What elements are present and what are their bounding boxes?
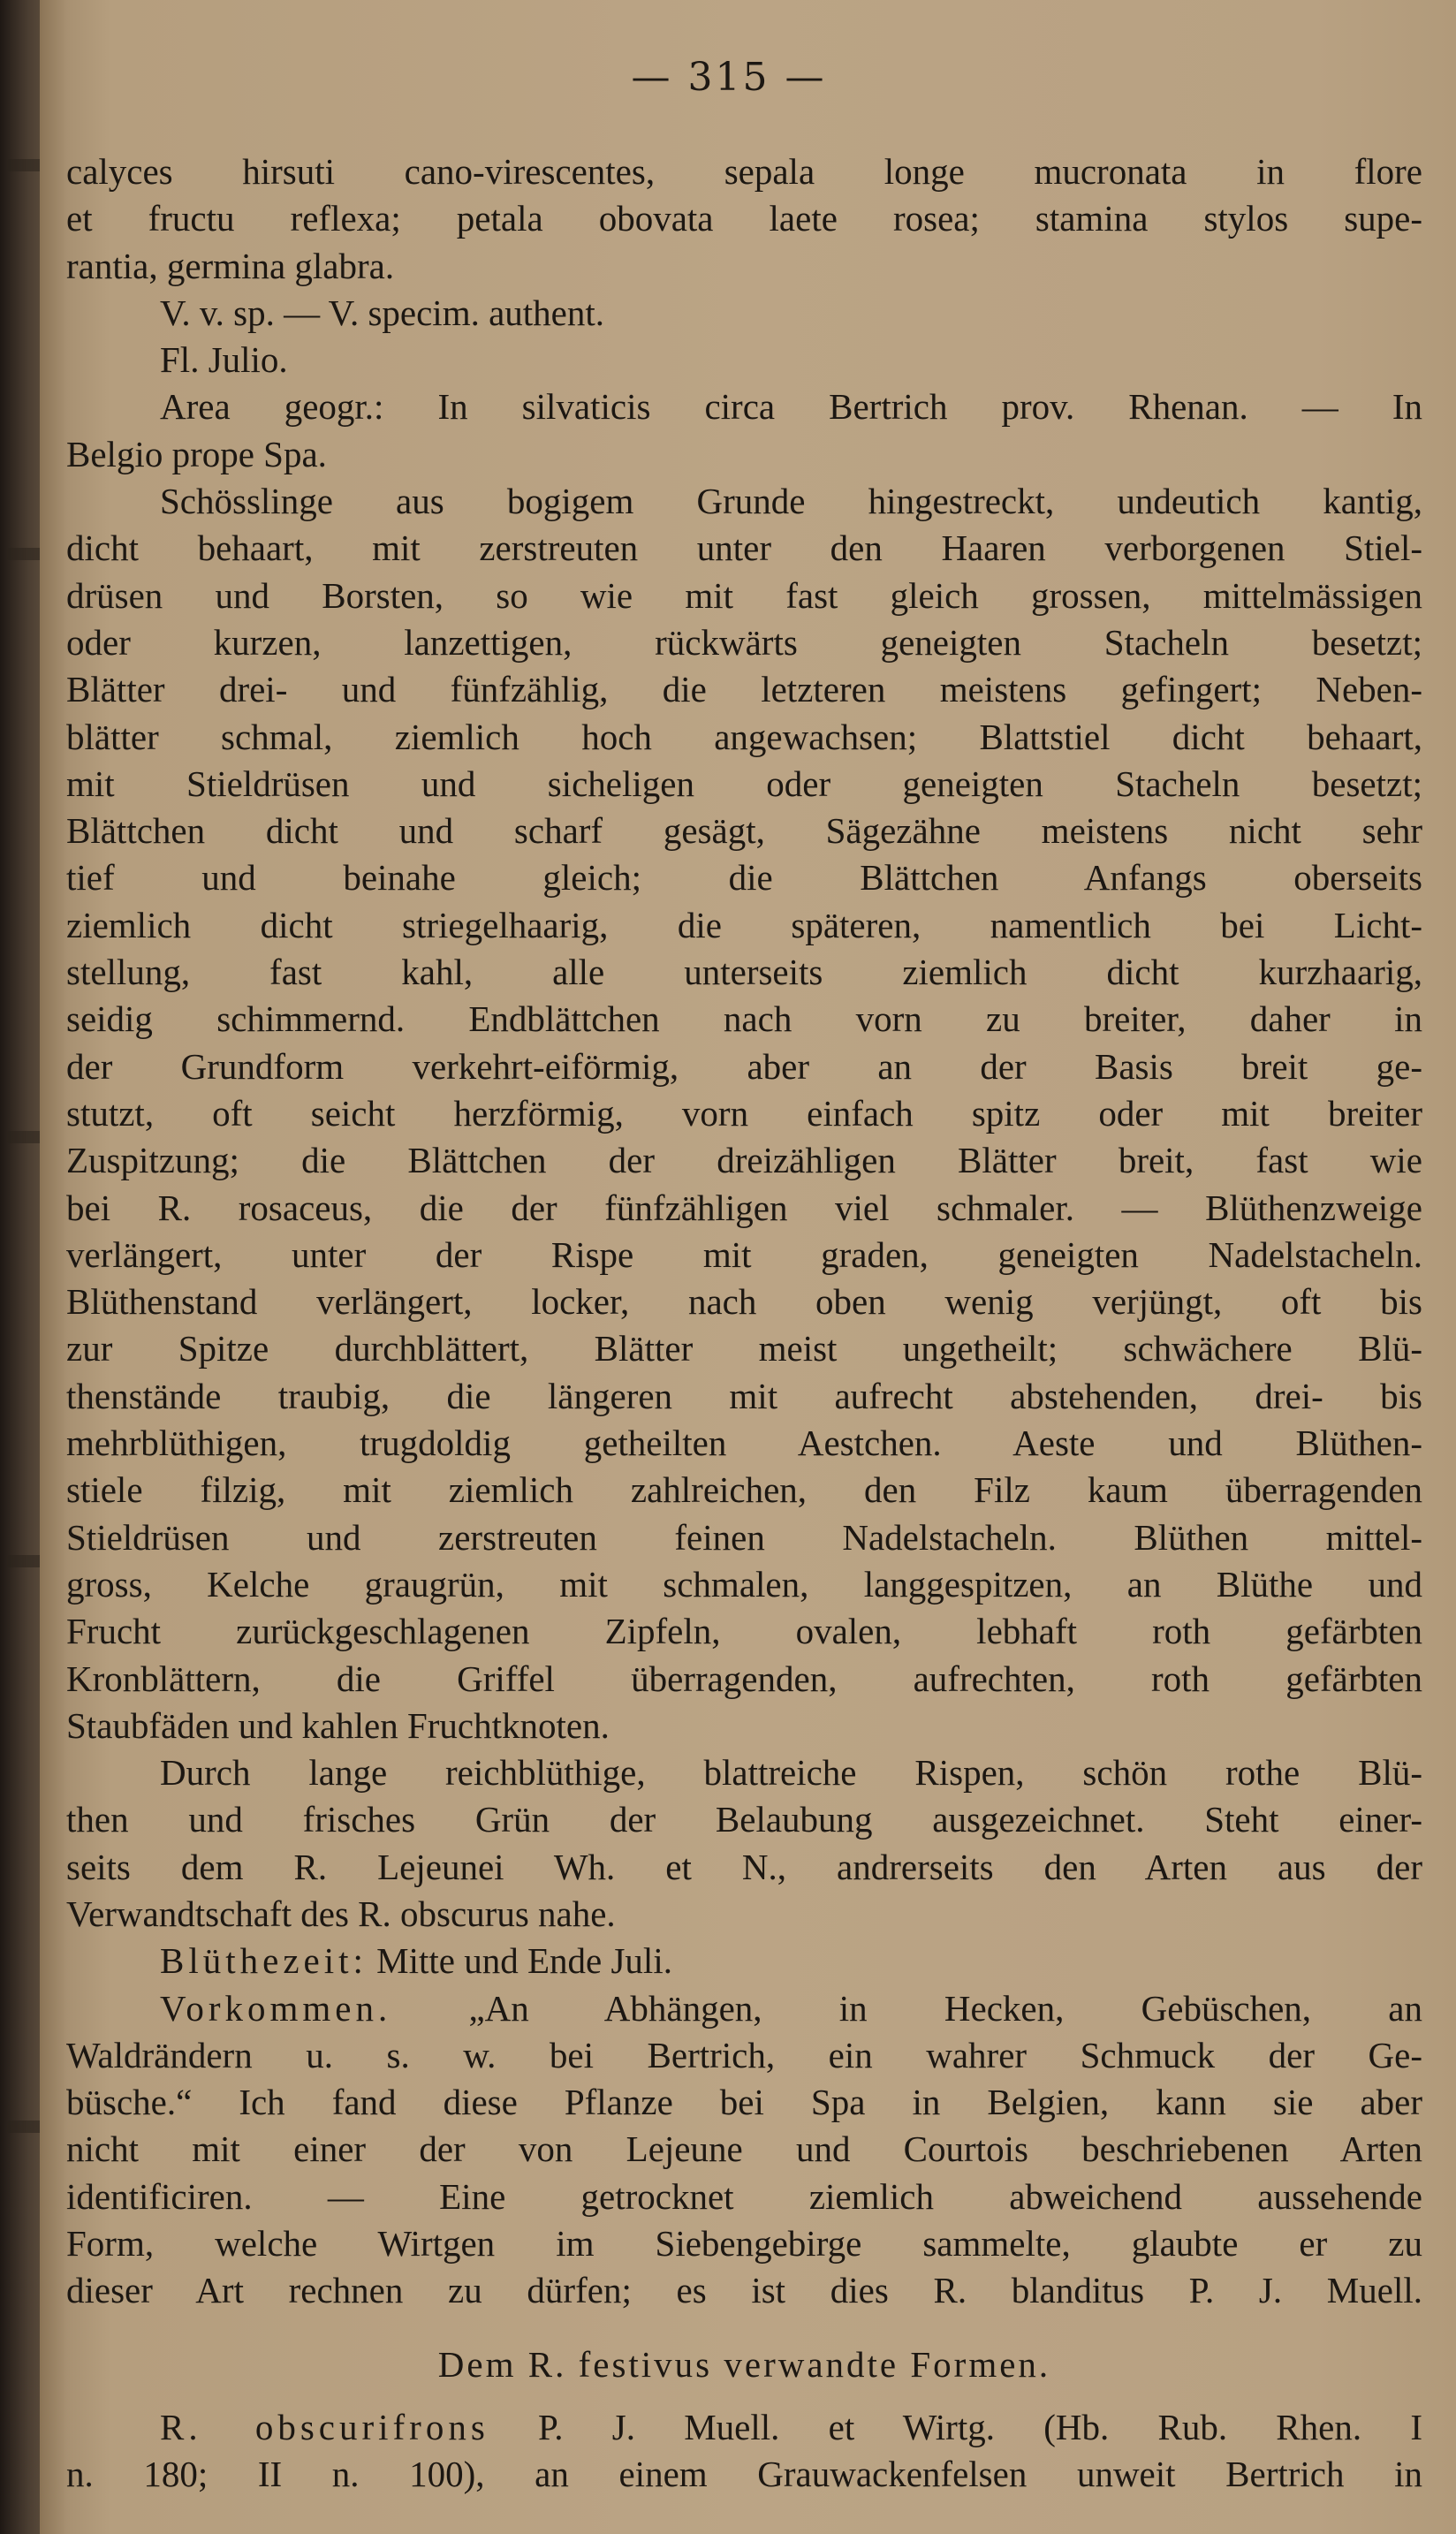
entry-line	[66, 2404, 1422, 2451]
text-line: rantia, germina glabra.	[66, 245, 395, 286]
text-segment: P. J. Muell. et Wirtg. (Hb. Rub. Rhen. I	[489, 2406, 1422, 2447]
text-line: Staubfäden und kahlen Fruchtknoten.	[66, 1704, 610, 1746]
text-line: Kronblättern, die Griffel überragenden, aufrechten, roth gefärbten	[66, 1658, 1422, 1699]
text-line: bei R. rosaceus, die der fünfzähligen viel schmaler. — Blüthenzweige	[66, 1187, 1422, 1228]
gutter-shadow	[7, 159, 42, 171]
text-line: Waldrändern u. s. w. bei Bertrich, ein wahrer Schmuck der Ge-	[66, 2034, 1422, 2075]
text-line: tief und beinahe gleich; die Blättchen Anfangs oberseits	[66, 857, 1422, 899]
text-segment: „An Abhängen, in Hecken, Gebüschen, an	[391, 1987, 1422, 2029]
bluethezeit-line	[66, 1938, 1422, 1984]
vorkommen-line	[66, 1985, 1422, 2032]
book-page	[40, 0, 1456, 2534]
text-line: ziemlich dicht striegelhaarig, die späteren, namentlich bei Licht-	[66, 904, 1422, 945]
gutter-shadow	[7, 2121, 42, 2133]
text-line: drüsen und Borsten, so wie mit fast gleich grossen, mittelmässigen	[66, 574, 1422, 616]
text-line: Frucht zurückgeschlagenen Zipfeln, ovalen, lebhaft roth gefärbten	[66, 1611, 1422, 1652]
text-line: verlängert, unter der Rispe mit graden, geneigten Nadelstacheln.	[66, 1233, 1422, 1275]
text-segment: Mitte und Ende Juli.	[367, 1940, 672, 1982]
text-line: et fructu reflexa; petala obovata laete rosea; stamina stylos supe-	[66, 198, 1422, 239]
text-line: Blätter drei- und fünfzählig, die letzteren meistens gefingert; Neben-	[66, 669, 1422, 710]
text-line: Schösslinge aus bogigem Grunde hingestreckt, undeutich kantig,	[160, 481, 1422, 522]
text-line: Fl. Julio.	[160, 339, 288, 381]
text-line: thenstände traubig, die längeren mit aufrecht abstehenden, drei- bis	[66, 1375, 1422, 1416]
vorkommen-label: Vorkommen.	[160, 1987, 392, 2029]
section-heading: Dem R. festivus verwandte Formen.	[437, 2343, 1051, 2385]
text-line: oder kurzen, lanzettigen, rückwärts geneigten Stacheln besetzt;	[66, 621, 1422, 663]
text-line: Verwandtschaft des R. obscurus nahe.	[66, 1893, 616, 1934]
bluethezeit-label: Blüthezeit:	[160, 1940, 368, 1982]
text-line: Area geogr.: In silvaticis circa Bertrich prov. Rhenan. — In	[160, 386, 1422, 428]
species-name: R. obscurifrons	[160, 2406, 489, 2447]
gutter-shadow	[7, 548, 42, 560]
text-line: Blüthenstand verlängert, locker, nach oben wenig verjüngt, oft bis	[66, 1281, 1422, 1323]
text-line: seits dem R. Lejeunei Wh. et N., andrerseits den Arten aus der	[66, 1846, 1422, 1887]
text-line: Belgio prope Spa.	[66, 433, 327, 474]
text-line: dieser Art rechnen zu dürfen; es ist dies R. blanditus P. J. Muell.	[66, 2270, 1422, 2311]
gutter-shadow	[7, 1555, 42, 1567]
text-line: Stieldrüsen und zerstreuten feinen Nadelstacheln. Blüthen mittel-	[66, 1516, 1422, 1558]
text-line: then und frisches Grün der Belaubung ausgezeichnet. Steht einer-	[66, 1799, 1422, 1840]
text-line: Zuspitzung; die Blättchen der dreizähligen Blätter breit, fast wie	[66, 1140, 1422, 1181]
text-line: seidig schimmernd. Endblättchen nach vorn zu breiter, daher in	[66, 998, 1422, 1040]
text-line: V. v. sp. — V. specim. authent.	[160, 292, 605, 333]
text-line: Blättchen dicht und scharf gesägt, Sägezähne meistens nicht sehr	[66, 810, 1422, 852]
text-line: zur Spitze durchblättert, Blätter meist ungetheilt; schwächere Blü-	[66, 1328, 1422, 1369]
page-number: — 315 —	[631, 55, 827, 100]
gutter-shadow	[7, 1131, 42, 1143]
text-line: Durch lange reichblüthige, blattreiche Rispen, schön rothe Blü-	[160, 1752, 1422, 1794]
text-line: stellung, fast kahl, alle unterseits ziemlich dicht kurzhaarig,	[66, 952, 1422, 993]
text-line: der Grundform verkehrt-eiförmig, aber an der Basis breit ge-	[66, 1045, 1422, 1087]
text-line: identificiren. — Eine getrocknet ziemlich abweichend aussehende	[66, 2175, 1422, 2217]
text-line: stutzt, oft seicht herzförmig, vorn einfach spitz oder mit breiter	[66, 1092, 1422, 1134]
page-text	[66, 148, 1422, 2499]
text-line: mit Stieldrüsen und sicheligen oder geneigten Stacheln besetzt;	[66, 762, 1422, 804]
text-line: stiele filzig, mit ziemlich zahlreichen, den Filz kaum überragenden	[66, 1469, 1422, 1511]
text-line: Form, welche Wirtgen im Siebengebirge sammelte, glaubte er zu	[66, 2223, 1422, 2265]
text-line: calyces hirsuti cano-virescentes, sepala longe mucronata in flore	[66, 151, 1422, 192]
text-line: dicht behaart, mit zerstreuten unter den Haaren verborgenen Stiel-	[66, 527, 1422, 569]
text-line: n. 180; II n. 100), an einem Grauwackenfelsen unweit Bertrich in	[66, 2454, 1422, 2495]
text-line: büsche.“ Ich fand diese Pflanze bei Spa in Belgien, kann sie aber	[66, 2082, 1422, 2123]
text-line: mehrblüthigen, trugdoldig getheilten Aestchen. Aeste und Blüthen-	[66, 1423, 1422, 1464]
text-line: nicht mit einer der von Lejeune und Courtois beschriebenen Arten	[66, 2128, 1422, 2170]
text-line: blätter schmal, ziemlich hoch angewachsen; Blattstiel dicht behaart,	[66, 716, 1422, 757]
text-line: gross, Kelche graugrün, mit schmalen, langgespitzen, an Blüthe und	[66, 1563, 1422, 1605]
